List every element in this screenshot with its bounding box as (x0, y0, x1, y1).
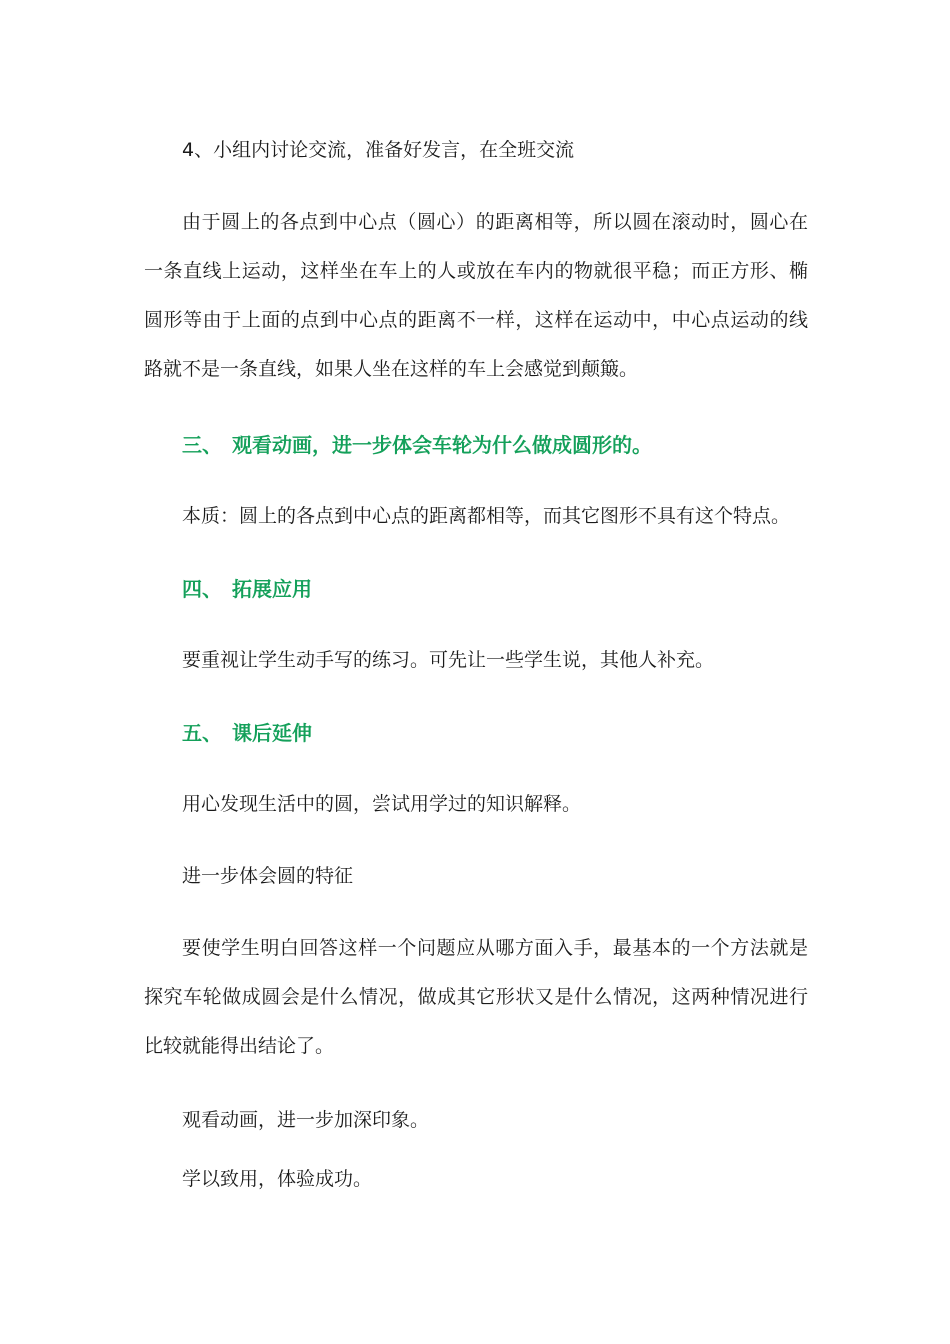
section-4-number: 四、 (182, 577, 222, 601)
section-5-heading (182, 718, 312, 748)
section-3-number: 三、 (182, 433, 222, 457)
section-5-title: 课后延伸 (232, 721, 312, 745)
section-4-heading (182, 574, 312, 604)
paragraph-apply: 学以致用，体验成功。 (182, 1168, 373, 1190)
paragraph-method: 要使学生明白回答这样一个问题应从哪方面入手，最基本的一个方法就是探究车轮做成圆会是什么情况，做成其它形状又是什么情况，这两种情况进行比较就能得出结论了。 (144, 937, 808, 1057)
section-3-heading (182, 430, 652, 460)
paragraph-homework: 用心发现生活中的圆，尝试用学过的知识解释。 (182, 793, 582, 815)
paragraph-step4: 4、小组内讨论交流，准备好发言，在全班交流 (182, 139, 575, 161)
section-5-number: 五、 (182, 721, 222, 745)
paragraph-animation: 观看动画，进一步加深印象。 (182, 1109, 430, 1131)
paragraph-practice: 要重视让学生动手写的练习。可先让一些学生说，其他人补充。 (182, 649, 715, 671)
section-4-title: 拓展应用 (232, 577, 312, 601)
paragraph-feature: 进一步体会圆的特征 (182, 865, 354, 887)
paragraph-explanation: 由于圆上的各点到中心点（圆心）的距离相等，所以圆在滚动时，圆心在一条直线上运动，这样坐在车上的人或放在车内的物就很平稳；而正方形、椭圆形等由于上面的点到中心点的距离不一样，这样在运动中，中心点运动的线路就不是一条直线，如果人坐在这样的车上会感觉到颠簸。 (144, 211, 808, 380)
paragraph-essence: 本质：圆上的各点到中心点的距离都相等，而其它图形不具有这个特点。 (182, 505, 791, 527)
section-3-title: 观看动画，进一步体会车轮为什么做成圆形的。 (232, 433, 652, 457)
